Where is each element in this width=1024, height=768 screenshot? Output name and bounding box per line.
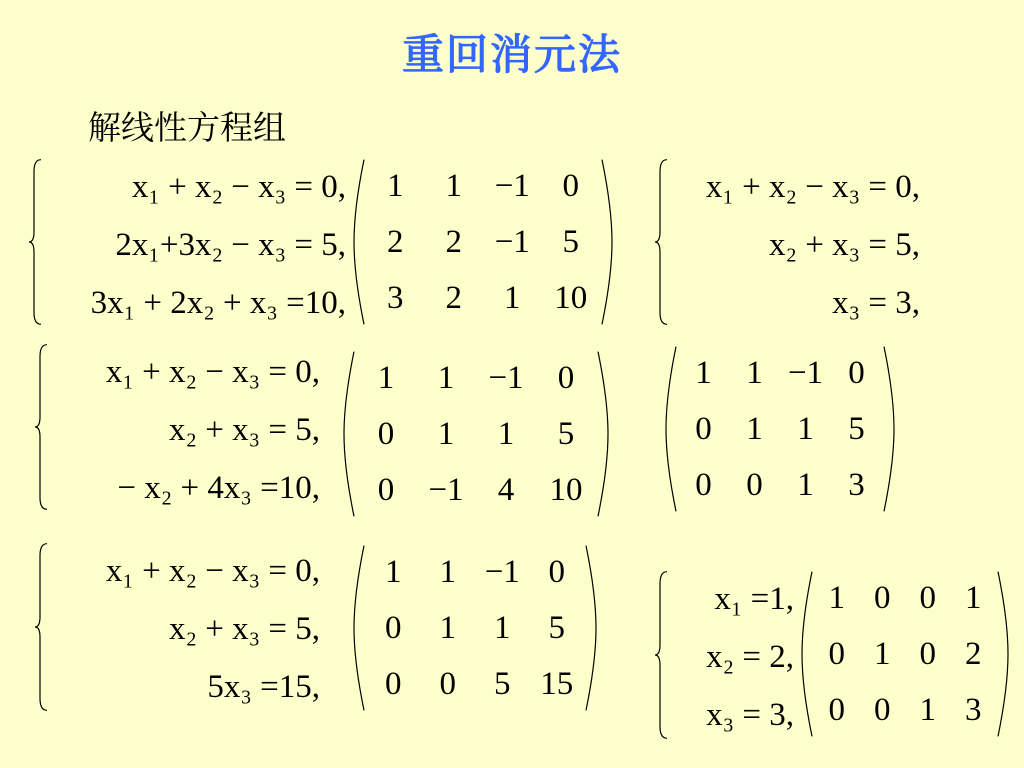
matrix-cell: 0 <box>439 665 456 702</box>
matrix-cell: 5 <box>557 415 575 452</box>
matrix-cell: 5 <box>848 410 865 447</box>
matrix-grid <box>814 570 996 738</box>
equation-line: x₂ + x₃ = 5, <box>169 412 320 448</box>
matrix-cell: 0 <box>562 167 579 204</box>
slide-subtitle: 解线性方程组 <box>88 108 286 147</box>
matrix-cell: 1 <box>437 415 455 452</box>
left-paren <box>352 158 366 326</box>
matrix-cell: 1 <box>797 410 814 447</box>
equation-line: x₂ = 2, <box>706 639 794 675</box>
equation-line: 3x₁ + 2x₂ + x₃ =10, <box>90 285 346 321</box>
equation-system-step2 <box>34 542 324 712</box>
left-paren <box>800 570 814 738</box>
equation-line: 2x₁+3x₂ − x₃ = 5, <box>115 227 346 263</box>
matrix-grid <box>366 158 600 326</box>
equation-system-final-triangular <box>654 158 924 326</box>
matrix-cell: 1 <box>874 635 891 672</box>
right-paren <box>596 350 610 518</box>
left-brace <box>28 158 42 326</box>
matrix-cell: 4 <box>497 471 515 508</box>
equation-line: x₁ + x₂ − x₃ = 0, <box>705 169 920 205</box>
matrix-cell: 0 <box>557 359 575 396</box>
equation-system-solution <box>654 570 794 740</box>
matrix-cell: 0 <box>385 665 402 702</box>
left-brace <box>34 542 48 712</box>
matrix-cell: −1 <box>428 471 464 508</box>
matrix-cell: 10 <box>554 279 588 316</box>
matrix-cell: 0 <box>874 691 891 728</box>
matrix-cell: 1 <box>439 553 456 590</box>
matrix-cell: 0 <box>695 466 712 503</box>
matrix-cell: 0 <box>548 553 565 590</box>
augmented-matrix-step2 <box>352 544 598 712</box>
equation-line: − x₂ + 4x₃ =10, <box>117 470 320 506</box>
matrix-cell: 1 <box>445 167 462 204</box>
augmented-matrix-reduced <box>664 345 896 513</box>
left-brace <box>34 343 48 511</box>
matrix-cell: 1 <box>494 609 511 646</box>
matrix-grid <box>356 350 596 518</box>
matrix-cell: 0 <box>848 354 865 391</box>
right-paren <box>600 158 614 326</box>
left-paren <box>352 544 366 712</box>
matrix-cell: 0 <box>746 466 763 503</box>
right-paren <box>996 570 1010 738</box>
matrix-cell: 1 <box>746 410 763 447</box>
equation-line: x₁ + x₂ − x₃ = 0, <box>105 553 320 589</box>
equation-line: x₁ =1, <box>714 581 794 617</box>
matrix-cell: 0 <box>919 635 936 672</box>
matrix-cell: −1 <box>494 167 530 204</box>
augmented-matrix-original <box>352 158 614 326</box>
matrix-cell: 1 <box>746 354 763 391</box>
matrix-cell: 1 <box>965 579 982 616</box>
matrix-cell: 0 <box>874 579 891 616</box>
equation-line: x₃ = 3, <box>706 697 794 733</box>
matrix-cell: 5 <box>494 665 511 702</box>
matrix-cell: 2 <box>965 635 982 672</box>
matrix-cell: −1 <box>484 553 520 590</box>
matrix-cell: 2 <box>445 223 462 260</box>
matrix-cell: 0 <box>377 415 395 452</box>
matrix-cell: 1 <box>385 553 402 590</box>
matrix-cell: 15 <box>540 665 574 702</box>
equation-line: x₁ + x₂ − x₃ = 0, <box>105 354 320 390</box>
matrix-cell: 1 <box>828 579 845 616</box>
matrix-cell: 0 <box>828 691 845 728</box>
matrix-cell: 5 <box>548 609 565 646</box>
equation-line: x₂ + x₃ = 5, <box>769 227 920 263</box>
equation-line: x₃ = 3, <box>832 285 920 321</box>
equation-line: x₂ + x₃ = 5, <box>169 611 320 647</box>
matrix-grid <box>678 345 882 513</box>
matrix-cell: 0 <box>828 635 845 672</box>
right-paren <box>882 345 896 513</box>
matrix-cell: 1 <box>504 279 521 316</box>
augmented-matrix-solution <box>800 570 1010 738</box>
matrix-cell: 1 <box>919 691 936 728</box>
right-paren <box>584 544 598 712</box>
matrix-cell: 1 <box>797 466 814 503</box>
matrix-cell: 0 <box>377 471 395 508</box>
matrix-cell: 2 <box>445 279 462 316</box>
matrix-cell: 1 <box>387 167 404 204</box>
equation-system-original <box>28 158 348 326</box>
left-brace <box>654 158 668 326</box>
matrix-cell: 0 <box>919 579 936 616</box>
equation-system-step1 <box>34 343 324 511</box>
matrix-cell: 1 <box>695 354 712 391</box>
matrix-cell: 3 <box>387 279 404 316</box>
augmented-matrix-step1 <box>342 350 610 518</box>
matrix-cell: 2 <box>387 223 404 260</box>
matrix-cell: −1 <box>488 359 524 396</box>
left-paren <box>342 350 356 518</box>
matrix-cell: 10 <box>549 471 583 508</box>
equation-line: x₁ + x₂ − x₃ = 0, <box>131 169 346 205</box>
matrix-cell: 1 <box>437 359 455 396</box>
matrix-cell: 1 <box>377 359 395 396</box>
matrix-cell: 1 <box>439 609 456 646</box>
matrix-cell: 3 <box>965 691 982 728</box>
matrix-cell: 1 <box>497 415 515 452</box>
equation-line: 5x₃ =15, <box>207 669 320 705</box>
matrix-grid <box>366 544 584 712</box>
matrix-cell: −1 <box>787 354 824 391</box>
matrix-cell: 5 <box>562 223 579 260</box>
matrix-cell: 3 <box>848 466 865 503</box>
matrix-cell: −1 <box>494 223 530 260</box>
slide-title: 重回消元法 <box>401 30 622 79</box>
matrix-cell: 0 <box>385 609 402 646</box>
matrix-cell: 0 <box>695 410 712 447</box>
left-brace <box>654 570 668 740</box>
left-paren <box>664 345 678 513</box>
